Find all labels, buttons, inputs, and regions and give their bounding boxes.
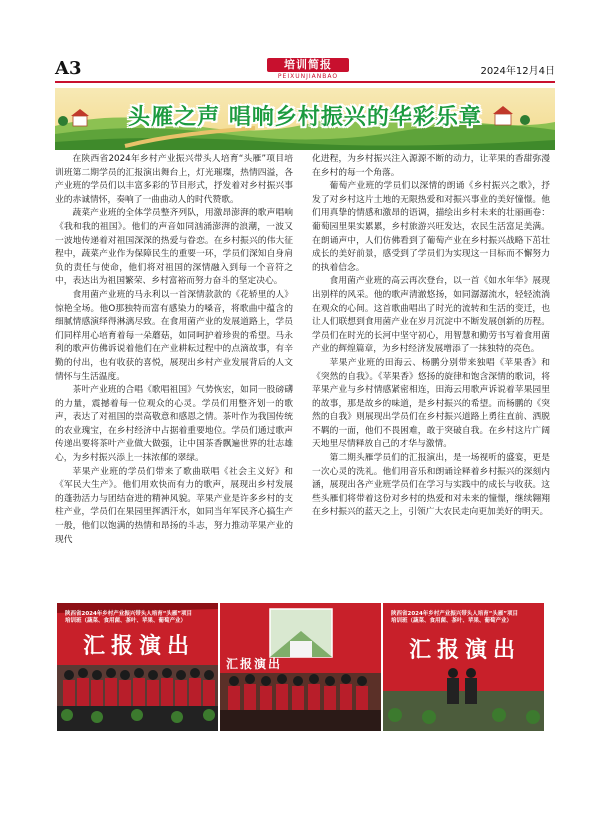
masthead-title: 培训简报 (267, 58, 349, 72)
banner-line: 培训班（蔬菜、食用菌、茶叶、苹果、葡萄产业） (65, 618, 187, 624)
paragraph: 在陕西省2024年乡村产业振兴带头人培育“头雁”项目培训班第二期学员的汇报演出舞台上，灯光璀璨，热情四溢，各产业班的学员们以丰富多彩的节目形式，抒发着对乡村振兴事业的赤诚情怀，奏响了一曲曲动人的时代赞歌。 (55, 154, 293, 205)
paragraph: 第二期头雁学员们的汇报演出，是一场视听的盛宴，更是一次心灵的洗礼。他们用音乐和朗诵诠释着乡村振兴的深刻内涵，展现出各产业班学员们在学习与实践中的成长与收获。这些头雁们将带着这份对乡村的热爱和对未来的憧憬，继续翱翔在乡村振兴的蓝天之上，引领广大农民走向更加美好的明天。 (312, 453, 550, 518)
performance-photo-1 (57, 603, 218, 731)
photo-banner-caption (65, 611, 215, 625)
paragraph: 苹果产业班的学员们带来了歌曲联唱《社会主义好》和《军民大生产》。他们用欢快而有力的歌声，展现出乡村发展的蓬勃活力与团结奋进的精神风貌。苹果产业是许多乡村的支柱产业，学员们在果园里挥洒汗水，如同当年军民齐心搞生产一般，他们以饱满的热情和昂扬的斗志，努力推动苹果产业的现代 (55, 466, 293, 545)
article-column-right (312, 153, 550, 520)
performance-photo-3 (383, 603, 544, 731)
page-header (55, 58, 555, 80)
article-title: 头雁之声 唱响乡村振兴的华彩乐章 (128, 105, 482, 130)
masthead (267, 58, 349, 80)
page-label: A3 (55, 58, 82, 79)
header-divider (55, 81, 555, 83)
issue-date: 2024年12月4日 (480, 66, 555, 77)
paragraph: 苹果产业班的田海云、杨鹏分别带来独唱《苹果香》和《突然的自我》。《苹果香》悠扬的旋律和饱含深情的歌词，将苹果产业与乡村情感紧密相连，田海云用歌声诉说着苹果园里的故事，那是故乡的味道，是乡村振兴的希望。而杨鹏的《突然的自我》则展现出学员们在乡村振兴道路上勇往直前、洒脱不羁的一面，他们不畏困难，敢于突破自我。在乡村这片广阔天地里尽情释放自己的才华与激情。 (312, 357, 550, 450)
photo-banner-caption (391, 611, 541, 625)
paragraph: 食用菌产业班的马永利以一首深情款款的《花轿里的人》惊艳全场。他O那独特而富有感染力的嗓音，将歌曲中蕴含的细腻情感演绎得淋漓尽致。在食用菌产业的发展道路上，学员们同样用心培育着每一朵蘑菇，如同呵护着珍贵的希望。马永利的歌声仿佛诉说着他们在产业耕耘过程中的点滴故事，有辛勤的付出，也有收获的喜悦，展现出乡村产业发展背后的人文情怀与生活温度。 (55, 289, 293, 382)
photo-banner-headline: 汇报演出 (409, 638, 522, 663)
paragraph: 蔬菜产业班的全体学员整齐列队，用激昂澎湃的歌声唱响《我和我的祖国》。他们的声音如同汹涌澎湃的浪潮，一波又一波地传递着对祖国深深的热爱与眷恋。在乡村振兴的伟大征程中，蔬菜产业作为保障民生的重要一环，学员们深知自身肩负的责任与使命，他们将对祖国的深情融入到每一个音符之中，表达出为祖国繁荣、乡村富裕而努力奋斗的坚定决心。 (55, 208, 293, 287)
masthead-subtitle: PEIXUNJIANBAO (277, 73, 339, 80)
paragraph-continued: 化进程，为乡村振兴注入源源不断的动力，让苹果的香甜弥漫在乡村的每一个角落。 (312, 154, 550, 178)
paragraph: 葡萄产业班的学员们以深情的朗诵《乡村振兴之歌》，抒发了对乡村这片土地的无限热爱和对振兴事业的美好憧憬。他们用真挚的情感和激昂的语调，描绘出乡村未来的壮丽画卷：葡萄园里果实累累，乡村旅游兴旺发达，农民生活富足美满。在朗诵声中，人们仿佛看到了葡萄产业在乡村振兴战略下茁壮成长的美好前景，感受到了学员们为实现这一目标而不懈努力的执着信念。 (312, 181, 550, 273)
paragraph: 茶叶产业班的合唱《歌唱祖国》气势恢宏，如同一股磅礴的力量，震撼着每一位观众的心灵。学员们用整齐划一的歌声，表达了对祖国的崇高敬意和感恩之情。茶叶作为我国传统的农业瑰宝，在乡村经济中占据着重要地位。学员们通过歌声传递出要将茶叶产业做大做强，让中国茶香飘遍世界的壮志雄心，为乡村振兴添上一抹浓郁的翠绿。 (55, 385, 293, 464)
performance-photo-2 (220, 603, 381, 731)
article-column-left (55, 153, 293, 547)
banner-line: 陕西省2024年乡村产业振兴带头人培育“头雁”项目 (391, 611, 519, 617)
paragraph: 食用菌产业班的高云再次登台，以一首《如水年华》展现出别样的风采。他的歌声清澈悠扬，如同潺潺流水，轻轻流淌在观众的心间。这首歌曲唱出了时光的流转和生活的变迁，也让人们联想到食用菌产业在岁月沉淀中不断发展创新的历程。学员们在时光的长河中坚守初心，用智慧和勤劳书写着食用菌产业的辉煌篇章，为乡村经济发展增添了一抹独特的亮色。 (312, 276, 550, 355)
banner-line: 陕西省2024年乡村产业振兴带头人培育“头雁”项目 (65, 611, 193, 617)
photo-banner-headline: 汇报演出 (83, 634, 196, 659)
banner-line: 培训班（蔬菜、食用菌、茶叶、苹果、葡萄产业） (391, 618, 513, 624)
photo-banner-headline: 汇报演出 (226, 657, 283, 671)
article-banner (55, 88, 555, 150)
